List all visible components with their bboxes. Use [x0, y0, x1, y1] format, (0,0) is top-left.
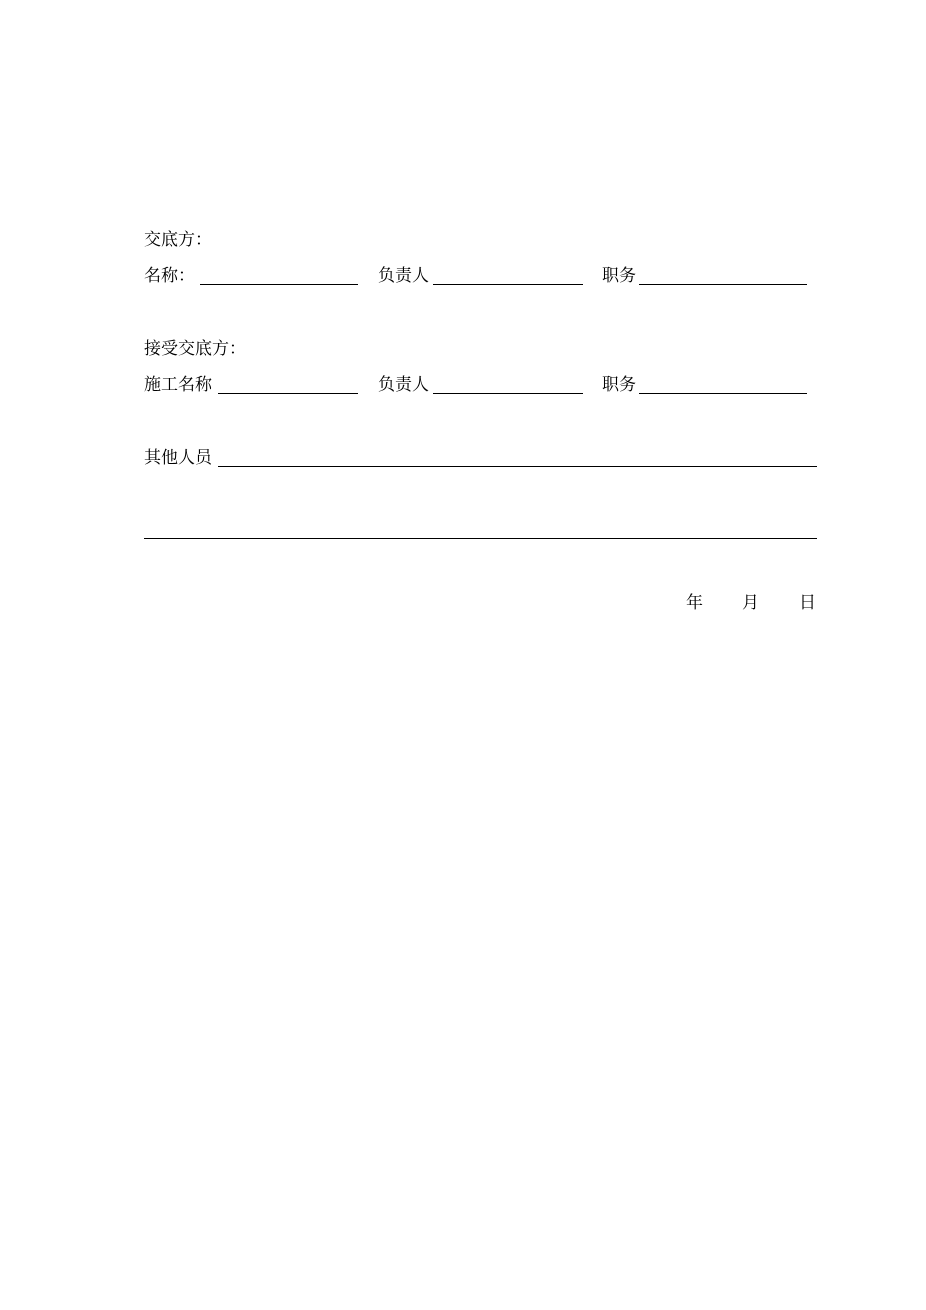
handover-name-field[interactable] — [200, 284, 358, 285]
receiving-name-label: 施工名称 — [144, 375, 212, 395]
receiving-person-field[interactable] — [433, 393, 583, 394]
handover-position-label: 职务 — [602, 266, 636, 286]
handover-person-field[interactable] — [433, 284, 583, 285]
date-month-label: 月 — [742, 593, 759, 613]
date-day-label: 日 — [799, 593, 816, 613]
handover-person-label: 负责人 — [378, 266, 429, 286]
handover-position-field[interactable] — [639, 284, 807, 285]
date-year-label: 年 — [686, 593, 703, 613]
receiving-party-heading: 接受交底方： — [144, 339, 246, 359]
receiving-position-field[interactable] — [639, 393, 807, 394]
others-field-continued[interactable] — [144, 538, 817, 539]
others-label: 其他人员 — [144, 448, 212, 468]
receiving-name-field[interactable] — [218, 393, 358, 394]
others-field[interactable] — [218, 466, 817, 467]
handover-party-heading: 交底方： — [144, 230, 212, 250]
receiving-person-label: 负责人 — [378, 375, 429, 395]
receiving-position-label: 职务 — [602, 375, 636, 395]
handover-name-label: 名称： — [144, 266, 195, 286]
